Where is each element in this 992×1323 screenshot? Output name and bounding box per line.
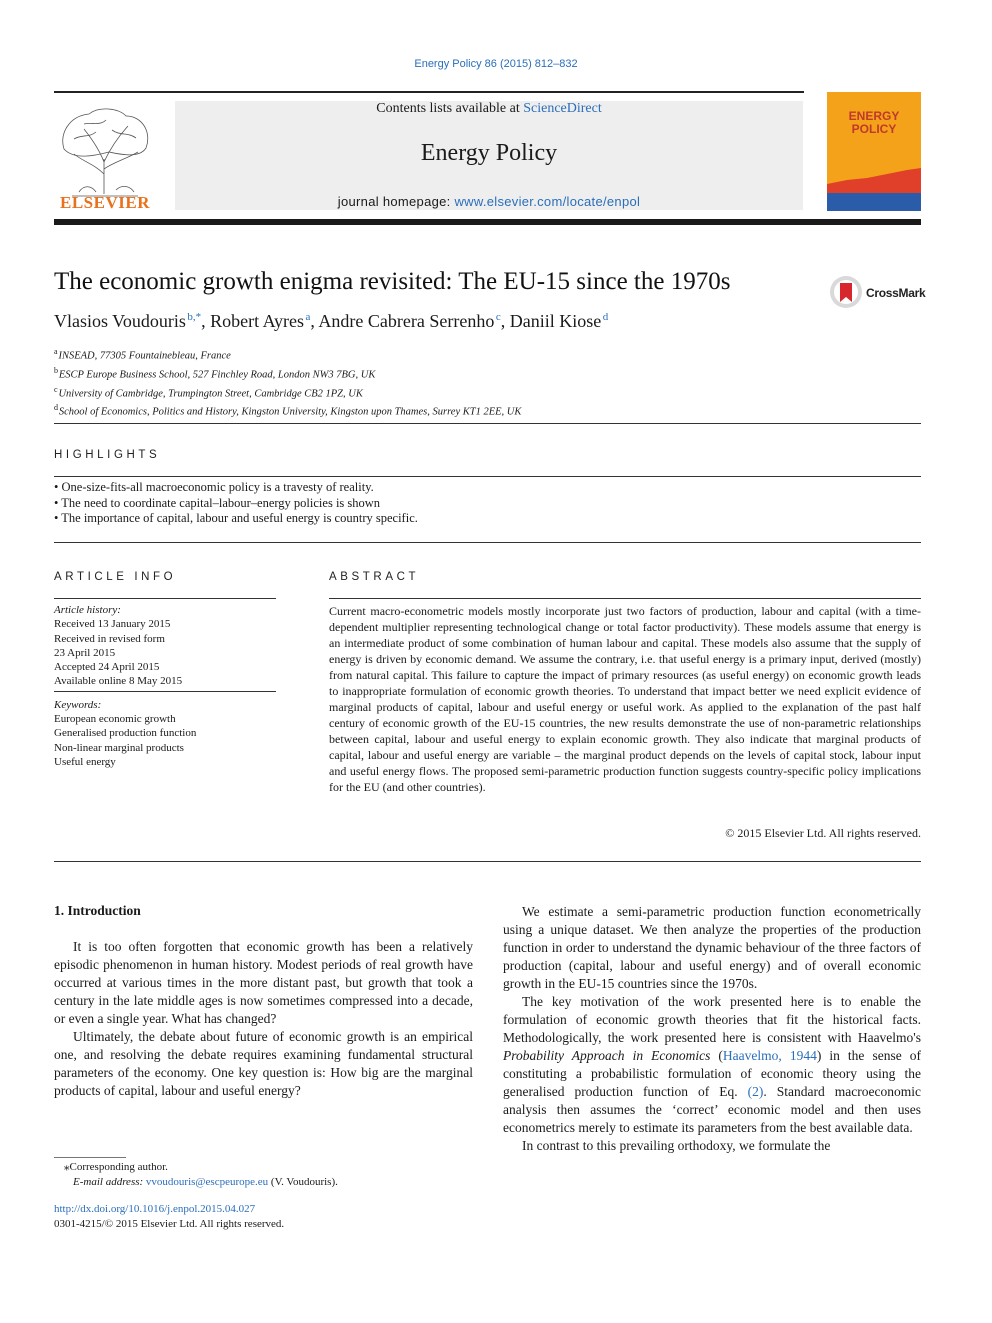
highlight-item: • The importance of capital, labour and useful energy is country specific. [54, 511, 418, 525]
sciencedirect-link[interactable]: ScienceDirect [523, 101, 602, 116]
contents-line: Contents lists available at ScienceDirect [376, 101, 602, 116]
paragraph: Ultimately, the debate about future of economic growth is an empirical one, and resolving the debate requires examining fundamental structural parameters of the economy. One key question is: How big are the marginal products of capital, labour and useful energy? [54, 1029, 473, 1098]
footnote-rule [54, 1157, 126, 1158]
highlight-item: • One-size-fits-all macroeconomic policy is a travesty of reality. [54, 480, 374, 494]
history-item: Accepted 24 April 2015 [54, 661, 160, 674]
divider [54, 542, 921, 543]
crossmark-label[interactable]: CrossMark [866, 286, 926, 300]
header-rule [54, 219, 921, 225]
abstract-heading: ABSTRACT [329, 571, 420, 583]
affiliation-list [54, 345, 521, 420]
affiliation: $^b$ ESCP Europe Business School, 527 Finchley Road, London NW3 7BG, UK [54, 365, 376, 381]
doi-block [54, 1202, 284, 1231]
journal-homepage: journal homepage: www.elsevier.com/locate/enpol [337, 194, 641, 209]
doi-link[interactable]: http://dx.doi.org/10.1016/j.enpol.2015.04.027 [54, 1203, 256, 1215]
journal-cover-thumbnail[interactable] [827, 92, 921, 211]
divider [54, 598, 276, 599]
highlight-item: • The need to coordinate capital–labour–energy policies is shown [54, 495, 381, 510]
journal-title: Energy Policy [420, 140, 558, 166]
article-info-heading: ARTICLE INFO [54, 571, 177, 583]
equation-link[interactable]: (2) [747, 1084, 764, 1099]
journal-citation[interactable]: Energy Policy 86 (2015) 812–832 [414, 58, 578, 70]
author: Vlasios Voudouris [54, 311, 186, 331]
issn-line: 0301-4215/© 2015 Elsevier Ltd. All rights reserved. [54, 1217, 285, 1230]
paragraph: The key motivation of the work presented here is to enable the formulation of economic growth theories that fit the historical facts. Methodologically, the work presented here is consistent with Haavelmo's Probability Approach in Economics (Haavelmo, 1944) in the sense of constituting a probabilistic formulation of economic theory using the generalised production function of Eq. (2). Standard macroeconomic analysis then assumes the ‘correct’ economic model and then uses econometrics merely to estimate its parameters from the best available data. [503, 994, 921, 1135]
affiliation: $^a$ INSEAD, 77305 Fountainebleau, France [54, 347, 231, 362]
history-item: Received 13 January 2015 [54, 618, 171, 631]
body-column-right [503, 903, 921, 1155]
banner-top-rule [54, 91, 804, 93]
author-affiliation-ref[interactable]: d [602, 311, 609, 323]
highlights-list [54, 480, 418, 527]
corresponding-author-note: ⁎Corresponding author. [64, 1161, 168, 1173]
history-item: Available online 8 May 2015 [54, 675, 183, 688]
history-item: Received in revised form [54, 632, 165, 645]
elsevier-wordmark: ELSEVIER [60, 193, 150, 212]
email-link[interactable]: vvoudouris@escpeurope.eu [145, 1175, 269, 1188]
crossmark-icon[interactable] [829, 275, 863, 309]
history-label: Article history: [54, 604, 121, 616]
reference-link[interactable]: Haavelmo, 1944 [722, 1048, 817, 1063]
keywords-label: Keywords: [54, 698, 102, 711]
keyword: Useful energy [54, 755, 116, 768]
author-affiliation-ref[interactable]: b,* [187, 311, 202, 323]
author-affiliation-ref[interactable]: c [495, 311, 501, 323]
divider [54, 476, 921, 477]
divider [54, 423, 921, 424]
paragraph: We estimate a semi-parametric production function econometrically using a unique dataset. We then analyze the properties of the production function in order to understand the dynamic behaviour of the three factors of production (capital, labour and useful energy) and of overall economic growth in the EU-15 countries since the 1970s. [503, 904, 921, 991]
author: Andre Cabrera Serrenho [318, 311, 495, 331]
homepage-link[interactable]: www.elsevier.com/locate/enpol [454, 194, 641, 209]
divider [54, 861, 921, 862]
body-column-left [54, 938, 473, 1100]
affiliation: $^c$ University of Cambridge, Trumpington Street, Cambridge CB2 1PZ, UK [54, 384, 363, 400]
history-item: 23 April 2015 [54, 646, 116, 659]
affiliation: $^d$ School of Economics, Politics and History, Kingston University, Kingston upon Thames, Surrey KT1 2EE, UK [54, 403, 522, 418]
author: Robert Ayres [210, 311, 304, 331]
paragraph: It is too often forgotten that economic growth has been a relatively episodic phenomenon in human history. Modest periods of real growth have occurred at various times in the more distant past, but growth that took a century in the late middle ages is now sometimes compressed into a decade, or even a single year. What has changed? [54, 939, 473, 1026]
abstract-text: Current macro-econometric models mostly incorporate just two factors of production, labour and capital (with a time-dependent multiplier representing technological change or total factor productivity). These models assume that energy is an intermediate product of some combination of human labour and capital. These models also assume that the supply of energy is driven by economic demand. We assume the contrary, i.e. that useful energy is a primary input, derived (mostly) from natural capital. This failure to capture the impact of primary resources (as useful energy) on economic growth leads to inappropriate formulation of economic growth theories. To understand that impact better we need explicit evidence of marginal products of capital, labour and useful energy or useful work. As applied to the explanation of the past half century of economic growth of the EU-15 countries, the new results demonstrate the use of non-parametric relationships between capital, labour and useful energy to explain economic growth. They also indicate that marginal products of capital, labour and useful energy are variable – the marginal product depends on the levels of capital stock, labour input and useful energy flows. The proposed semi-parametric production function suggests country-specific policy implications for the EU (and other countries). [329, 604, 921, 794]
keyword: Generalised production function [54, 727, 197, 740]
divider [54, 691, 276, 692]
cover-graphic [827, 92, 921, 211]
copyright-notice: © 2015 Elsevier Ltd. All rights reserved. [725, 826, 921, 840]
keyword: Non-linear marginal products [54, 741, 184, 754]
keyword: European economic growth [54, 713, 176, 726]
email-note: E-mail address: vvoudouris@escpeurope.eu (V. Voudouris). [73, 1175, 338, 1188]
article-info [54, 603, 276, 769]
article-title: The economic growth enigma revisited: The EU-15 since the 1970s [54, 268, 731, 295]
highlights-heading: HIGHLIGHTS [54, 449, 161, 461]
author-list: Vlasios Voudouris $^{b,*}$, Robert Ayres $^a$, Andre Cabrera Serrenho $^c$, Daniil Kiose $^d$ [54, 311, 609, 331]
footnotes [54, 1160, 338, 1189]
author-affiliation-ref[interactable]: a [305, 311, 311, 323]
divider [329, 598, 921, 599]
paragraph: In contrast to this prevailing orthodoxy, we formulate the [522, 1138, 831, 1153]
author: Daniil Kiose [509, 311, 602, 331]
section-heading: 1. Introduction [54, 903, 141, 918]
cover-title: ENERGY POLICY [848, 109, 900, 136]
